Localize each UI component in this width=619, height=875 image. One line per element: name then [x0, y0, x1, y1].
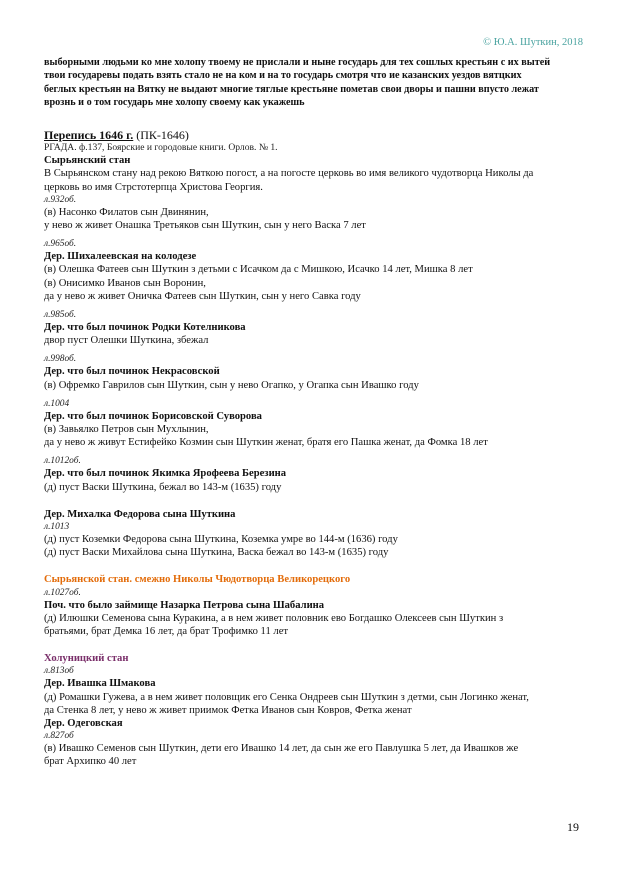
section-title-smezhno: Сырьянской стан. смежно Николы Чюдотворца Великорецкого: [44, 574, 351, 586]
entry-block: [44, 455, 584, 493]
text-line: (в) Онисимко Иванов сын Воронин,: [44, 277, 206, 289]
text-line: (д) Ромашки Гужева, а в нем живет половщик его Сенка Ондреев сын Шуткин з детми, сын Логинко женат,: [44, 691, 529, 703]
intro-paragraph: [44, 56, 584, 109]
folio-ref: л.813об: [44, 666, 74, 677]
entry-block: [44, 353, 584, 391]
intro-line: беглых крестьян на Вятку не выдают многие тяглые крестьяне пометав свои дворы и пашни впусто лежат: [44, 83, 539, 95]
text-line: брат Архипко 40 лет: [44, 756, 137, 768]
entry-block: [44, 508, 584, 560]
text-line: (д) пуст Васки Михайлова сына Шуткина, Васка бежал во 143-м (1635) году: [44, 547, 389, 559]
village-title: Дер. что был починок Борисовской Суворова: [44, 410, 262, 422]
section-title-holunitsky: Холуницкий стан: [44, 653, 129, 665]
folio-ref: л.1012об.: [44, 456, 81, 467]
entry-block: [44, 309, 584, 347]
folio-ref: л.985об.: [44, 310, 77, 321]
village-title: Дер. Одеговская: [44, 718, 123, 730]
copyright-notice: © Ю.А. Шуткин, 2018: [483, 37, 583, 48]
census-heading: [44, 128, 584, 142]
census-title: Перепись 1646 г.: [44, 128, 134, 143]
text-line: да у нево ж живут Естифейко Козмин сын Шуткин женат, братя его Пашка женат, да Фомка 18 лет: [44, 437, 488, 449]
section-holunitsky: [44, 652, 584, 768]
folio-ref: л.827об: [44, 731, 74, 742]
entry-block: [44, 398, 584, 450]
text-line: (д) пуст Васки Шуткина, бежал во 143-м (1635) году: [44, 481, 282, 493]
folio-ref: л.1013: [44, 522, 70, 533]
entry-block: [44, 238, 584, 303]
text-line: В Сырьянском стану над рекою Вяткою погост, а на погосте церковь во имя великого чудотворца Николы да: [44, 168, 534, 180]
text-line: да у нево ж живет Оничка Фатеев сын Шуткин, сын у него Савка году: [44, 290, 361, 302]
village-title: Дер. Шихалеевская на колодезе: [44, 251, 197, 263]
village-title: Дер. Ивашка Шмакова: [44, 678, 156, 690]
text-line: двор пуст Олешки Шуткина, збежал: [44, 335, 209, 347]
text-line: (в) Офремко Гаврилов сын Шуткин, сын у нево Огапко, у Огапка сын Ивашко году: [44, 379, 419, 391]
folio-ref: л.1027об.: [44, 587, 81, 598]
text-line: (в) Олешка Фатеев сын Шуткин з детьми с Исачком да с Мишкою, Исачко 14 лет, Мишка 8 лет: [44, 264, 473, 276]
village-title: Дер. что был починок Якимка Ярофеева Березина: [44, 468, 287, 480]
archive-source: РГАДА. ф.137, Боярские и городовые книги. Орлов. № 1.: [44, 142, 278, 154]
intro-line: твои государевы подать взять стало не на ком и на то государь смотря что ие казанских уездов вятцких: [44, 70, 522, 82]
text-line: да Стенка 8 лет, у нево ж живет приимок Фетка Иванов сын Ковров, Фетка женат: [44, 704, 412, 716]
folio-ref: л.998об.: [44, 354, 77, 365]
text-line: (в) Ивашко Семенов сын Шуткин, дети его Ивашко 14 лет, да сын же его Павлушка 5 лет, да Ивашков же: [44, 743, 519, 755]
folio-ref: л.1004: [44, 398, 70, 409]
village-title: Дер. что был починок Некрасовской: [44, 366, 220, 378]
text-line: церковь во имя Стрстотерпца Христова Георгия.: [44, 181, 263, 193]
intro-line: врознь и о том государь мне холопу своему как укажешь: [44, 96, 305, 108]
page-content: [44, 56, 584, 769]
intro-line: выборными людьми ко мне холопу твоему не прислали и ныне государь для тех сошлых крестьян с их вытей: [44, 57, 551, 68]
village-title: Дер. что был починок Родки Котелникова: [44, 322, 246, 334]
text-line: у нево ж живет Онашка Третьяков сын Шуткин, сын у него Васка 7 лет: [44, 220, 366, 231]
folio-ref: л.932об.: [44, 194, 77, 205]
census-code: (ПК-1646): [133, 128, 189, 143]
folio-ref: л.965об.: [44, 239, 77, 250]
text-line: (д) пуст Коземки Федорова сына Шуткина, Коземка умре во 144-м (1636) году: [44, 534, 398, 546]
section-smezhno: [44, 573, 584, 638]
section-title-syryansky: Сырьянский стан: [44, 155, 131, 167]
text-line: (д) Илюшки Семенова сына Куракина, а в нем живет половник ево Богдашко Олексеев сын Шуткин з: [44, 612, 504, 624]
text-line: (в) Насонко Филатов сын Двинянин,: [44, 206, 209, 218]
text-line: братьями, брат Демка 16 лет, да брат Трофимко 11 лет: [44, 626, 289, 638]
page-number: 19: [567, 820, 579, 834]
village-title: Поч. что было займище Назарка Петрова сына Шабалина: [44, 599, 325, 611]
text-line: (в) Завьялко Петров сын Мухлынин,: [44, 424, 209, 436]
village-title: Дер. Михалка Федорова сына Шуткина: [44, 508, 236, 520]
